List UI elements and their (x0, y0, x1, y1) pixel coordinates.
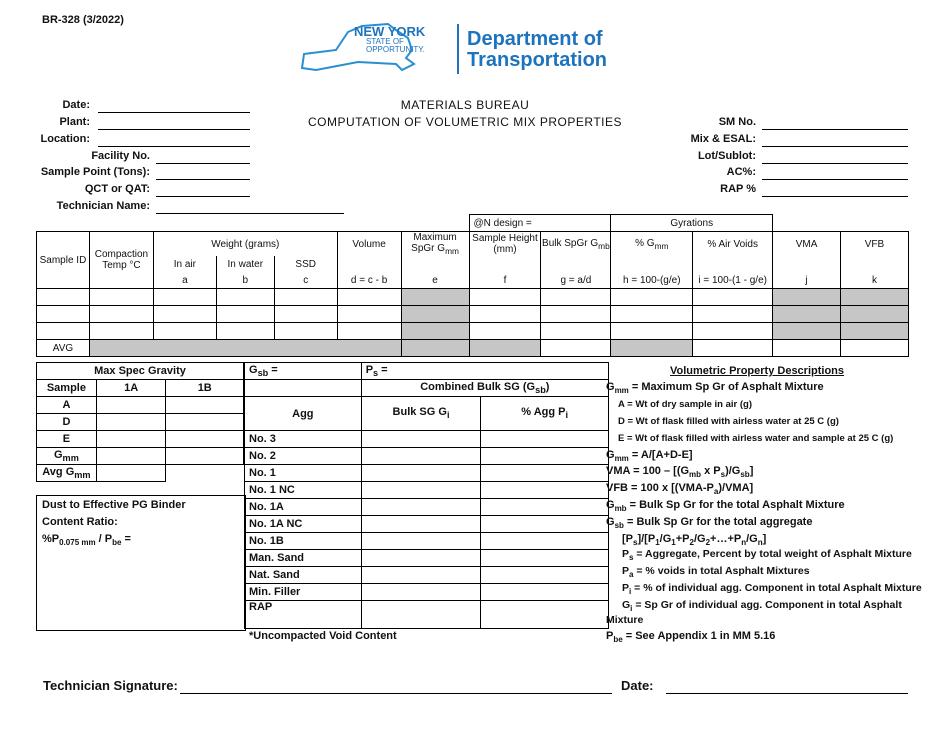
field-rap-input[interactable] (762, 196, 908, 197)
bureau-title: MATERIALS BUREAU (400, 98, 530, 112)
logo-state-of: STATE OF (366, 37, 404, 46)
field-sample-point-input[interactable] (156, 179, 250, 180)
desc-pa: $P_a$ = % voids in total Asphalt Mixtures (622, 565, 810, 580)
hdr-weight: Weight (grams) (153, 232, 337, 257)
table-row (37, 306, 909, 323)
formula-h: h = 100-(g/e) (611, 272, 693, 289)
dust-line2: Content Ratio: (42, 516, 118, 528)
hdr-ssd: SSD (274, 256, 337, 272)
desc-vma: VMA = $100 - [(G_{mb}$ x $P_s)/G_{sb}$] (606, 465, 754, 480)
dept-title-2: Transportation (467, 49, 608, 71)
agg-rap: RAP (245, 601, 362, 629)
gsb-label: $G_{sb}$ = (245, 363, 362, 380)
field-sm-input[interactable] (762, 129, 908, 130)
agg-no1: No. 1 (245, 465, 362, 482)
gyrations-label: Gyrations (611, 215, 773, 232)
volumetric-table (36, 214, 909, 357)
design-label: @N design = (469, 215, 611, 232)
desc-gmm-formula: $G_{mm} = A/[A+D-E]$ (606, 449, 693, 464)
technician-signature-input[interactable] (180, 693, 612, 694)
field-technician-label: Technician Name: (56, 200, 150, 212)
formula-e: e (401, 272, 469, 289)
agg-header: Agg (245, 397, 362, 431)
field-qct-input[interactable] (156, 196, 250, 197)
field-ac-label: AC%: (726, 166, 756, 178)
desc-vfb: VFB = 100 x $[(VMA-P_a)/VMA]$ (606, 482, 754, 497)
dust-line1: Dust to Effective PG Binder (42, 499, 186, 511)
agg-no2: No. 2 (245, 448, 362, 465)
spec-row-gmm: $G_{mm}$ (37, 448, 97, 465)
hdr-compaction: Compaction Temp °C (94, 249, 149, 271)
formula-a: a (153, 272, 216, 289)
ps-label: $P_s$ = (361, 363, 608, 380)
field-location-label: Location: (40, 133, 90, 145)
hdr-vma: VMA (773, 232, 841, 257)
desc-gmb: $G_{mb}$ = Bulk Sp Gr for the total Asphalt Mixture (606, 499, 845, 514)
spec-row-e: E (37, 431, 97, 448)
agg-man-sand: Man. Sand (245, 550, 362, 567)
footer-date-input[interactable] (666, 693, 908, 694)
field-date-label: Date: (62, 99, 90, 111)
field-facility-label: Facility No. (91, 150, 150, 162)
spec-row-a: A (37, 397, 97, 414)
hdr-air-voids: % Air Voids (693, 232, 773, 257)
formula-f: f (469, 272, 541, 289)
dust-ratio-box (36, 495, 246, 631)
hdr-sample-height: Sample Height (mm) (469, 232, 541, 257)
desc-gsb: $G_{sb}$ = Bulk Sp Gr for the total aggregate (606, 516, 813, 531)
formula-d: d = c - b (337, 272, 401, 289)
spec-row-d: D (37, 414, 97, 431)
field-qct-label: QCT or QAT: (84, 183, 150, 195)
desc-title: Volumetric Property Descriptions (670, 365, 845, 377)
hdr-max-spgr: Maximum SpGr $G_{mm}$ (401, 232, 469, 257)
table-row (37, 323, 909, 340)
technician-signature-label: Technician Signature: (43, 678, 178, 693)
field-date-input[interactable] (98, 112, 250, 113)
form-title: COMPUTATION OF VOLUMETRIC MIX PROPERTIES (307, 115, 623, 129)
logo-opportunity: OPPORTUNITY. (366, 45, 425, 54)
spec-row-avg-gmm: Avg $G_{mm}$ (37, 465, 97, 482)
logo-ny: NEW YORK (354, 24, 426, 39)
formula-j: j (773, 272, 841, 289)
hdr-pct-gmm: % $G_{mm}$ (611, 232, 693, 257)
field-rap-label: RAP % (720, 183, 756, 195)
hdr-volume: Volume (337, 232, 401, 257)
desc-pi: $P_i$ = % of individual agg. Component in total Asphalt Mixture (622, 582, 922, 597)
field-mix-label: Mix & ESAL: (690, 133, 756, 145)
spec-col-sample: Sample (37, 380, 97, 397)
desc-a: A = Wt of dry sample in air (g) (618, 399, 752, 410)
field-facility-input[interactable] (156, 163, 250, 164)
desc-gmm: $G_{mm}$ = Maximum Sp Gr of Asphalt Mixture (606, 381, 824, 396)
nys-logo (296, 20, 456, 76)
hdr-bulk-spgr: Bulk SpGr $G_{mb}$ (541, 232, 611, 257)
formula-c: c (274, 272, 337, 289)
agg-no1anc: No. 1A NC (245, 516, 362, 533)
desc-gsb-formula: $[P_s]/[P_1/G_1+P_2/G_2+\dots+P_n/G_n]$ (622, 533, 767, 548)
agg-no1nc: No. 1 NC (245, 482, 362, 499)
desc-d: D = Wt of flask filled with airless water at 25 C (g) (618, 416, 839, 427)
avg-row (37, 340, 909, 357)
formula-g: g = a/d (541, 272, 611, 289)
bulk-sg-header: Bulk SG $G_i$ (361, 397, 481, 431)
spec-col-1b: 1B (166, 380, 244, 397)
dust-line3: $\%P_{0.075 mm} / P_{be}$ = (42, 533, 131, 548)
agg-no1a: No. 1A (245, 499, 362, 516)
agg-no1b: No. 1B (245, 533, 362, 550)
hdr-in-air: In air (153, 256, 216, 272)
field-lot-label: Lot/Sublot: (697, 150, 756, 162)
hdr-sample-id: Sample ID (39, 254, 87, 266)
desc-gi-cont: Mixture (606, 614, 644, 626)
footnote-uncompacted: *Uncompacted Void Content (249, 630, 397, 642)
form-id: BR-328 (3/2022) (42, 14, 124, 26)
agg-no3: No. 3 (245, 431, 362, 448)
hdr-in-water: In water (216, 256, 274, 272)
pct-agg-header: % Agg $P_i$ (481, 397, 609, 431)
formula-i: i = 100-(1 - g/e) (693, 272, 773, 289)
agg-min-filler: Min. Filler (245, 584, 362, 601)
aggregate-table (244, 362, 609, 629)
table-row (37, 289, 909, 306)
formula-k: k (841, 272, 909, 289)
field-plant-label: Plant: (59, 116, 90, 128)
field-mix-input[interactable] (762, 146, 908, 147)
spec-title: Max Spec Gravity (37, 363, 244, 380)
desc-pbe: $P_{be}$ = See Appendix 1 in MM 5.16 (606, 630, 776, 645)
dept-title-1: Department of (467, 28, 603, 50)
field-location-input[interactable] (98, 146, 250, 147)
field-sample-point-label: Sample Point (Tons): (40, 166, 150, 178)
spec-col-1a: 1A (96, 380, 166, 397)
field-plant-input[interactable] (98, 129, 250, 130)
desc-ps: $P_s$ = Aggregate, Percent by total weight of Asphalt Mixture (622, 548, 912, 563)
footer-date-label: Date: (621, 678, 654, 693)
agg-nat-sand: Nat. Sand (245, 567, 362, 584)
desc-gi: $G_i = Sp$ Gr of individual agg. Component in total Asphalt (622, 599, 902, 614)
avg-label: AVG (37, 340, 90, 357)
desc-e: E = Wt of flask filled with airless water and sample at 25 C (g) (618, 433, 894, 444)
combined-bulk-label: Combined Bulk SG $(G_{sb})$ (361, 380, 608, 397)
field-ac-input[interactable] (762, 179, 908, 180)
formula-b: b (216, 272, 274, 289)
logo-divider (457, 24, 459, 74)
max-spec-gravity-table (36, 362, 244, 482)
field-sm-label: SM No. (718, 116, 756, 128)
hdr-vfb: VFB (841, 232, 909, 257)
field-lot-input[interactable] (762, 163, 908, 164)
